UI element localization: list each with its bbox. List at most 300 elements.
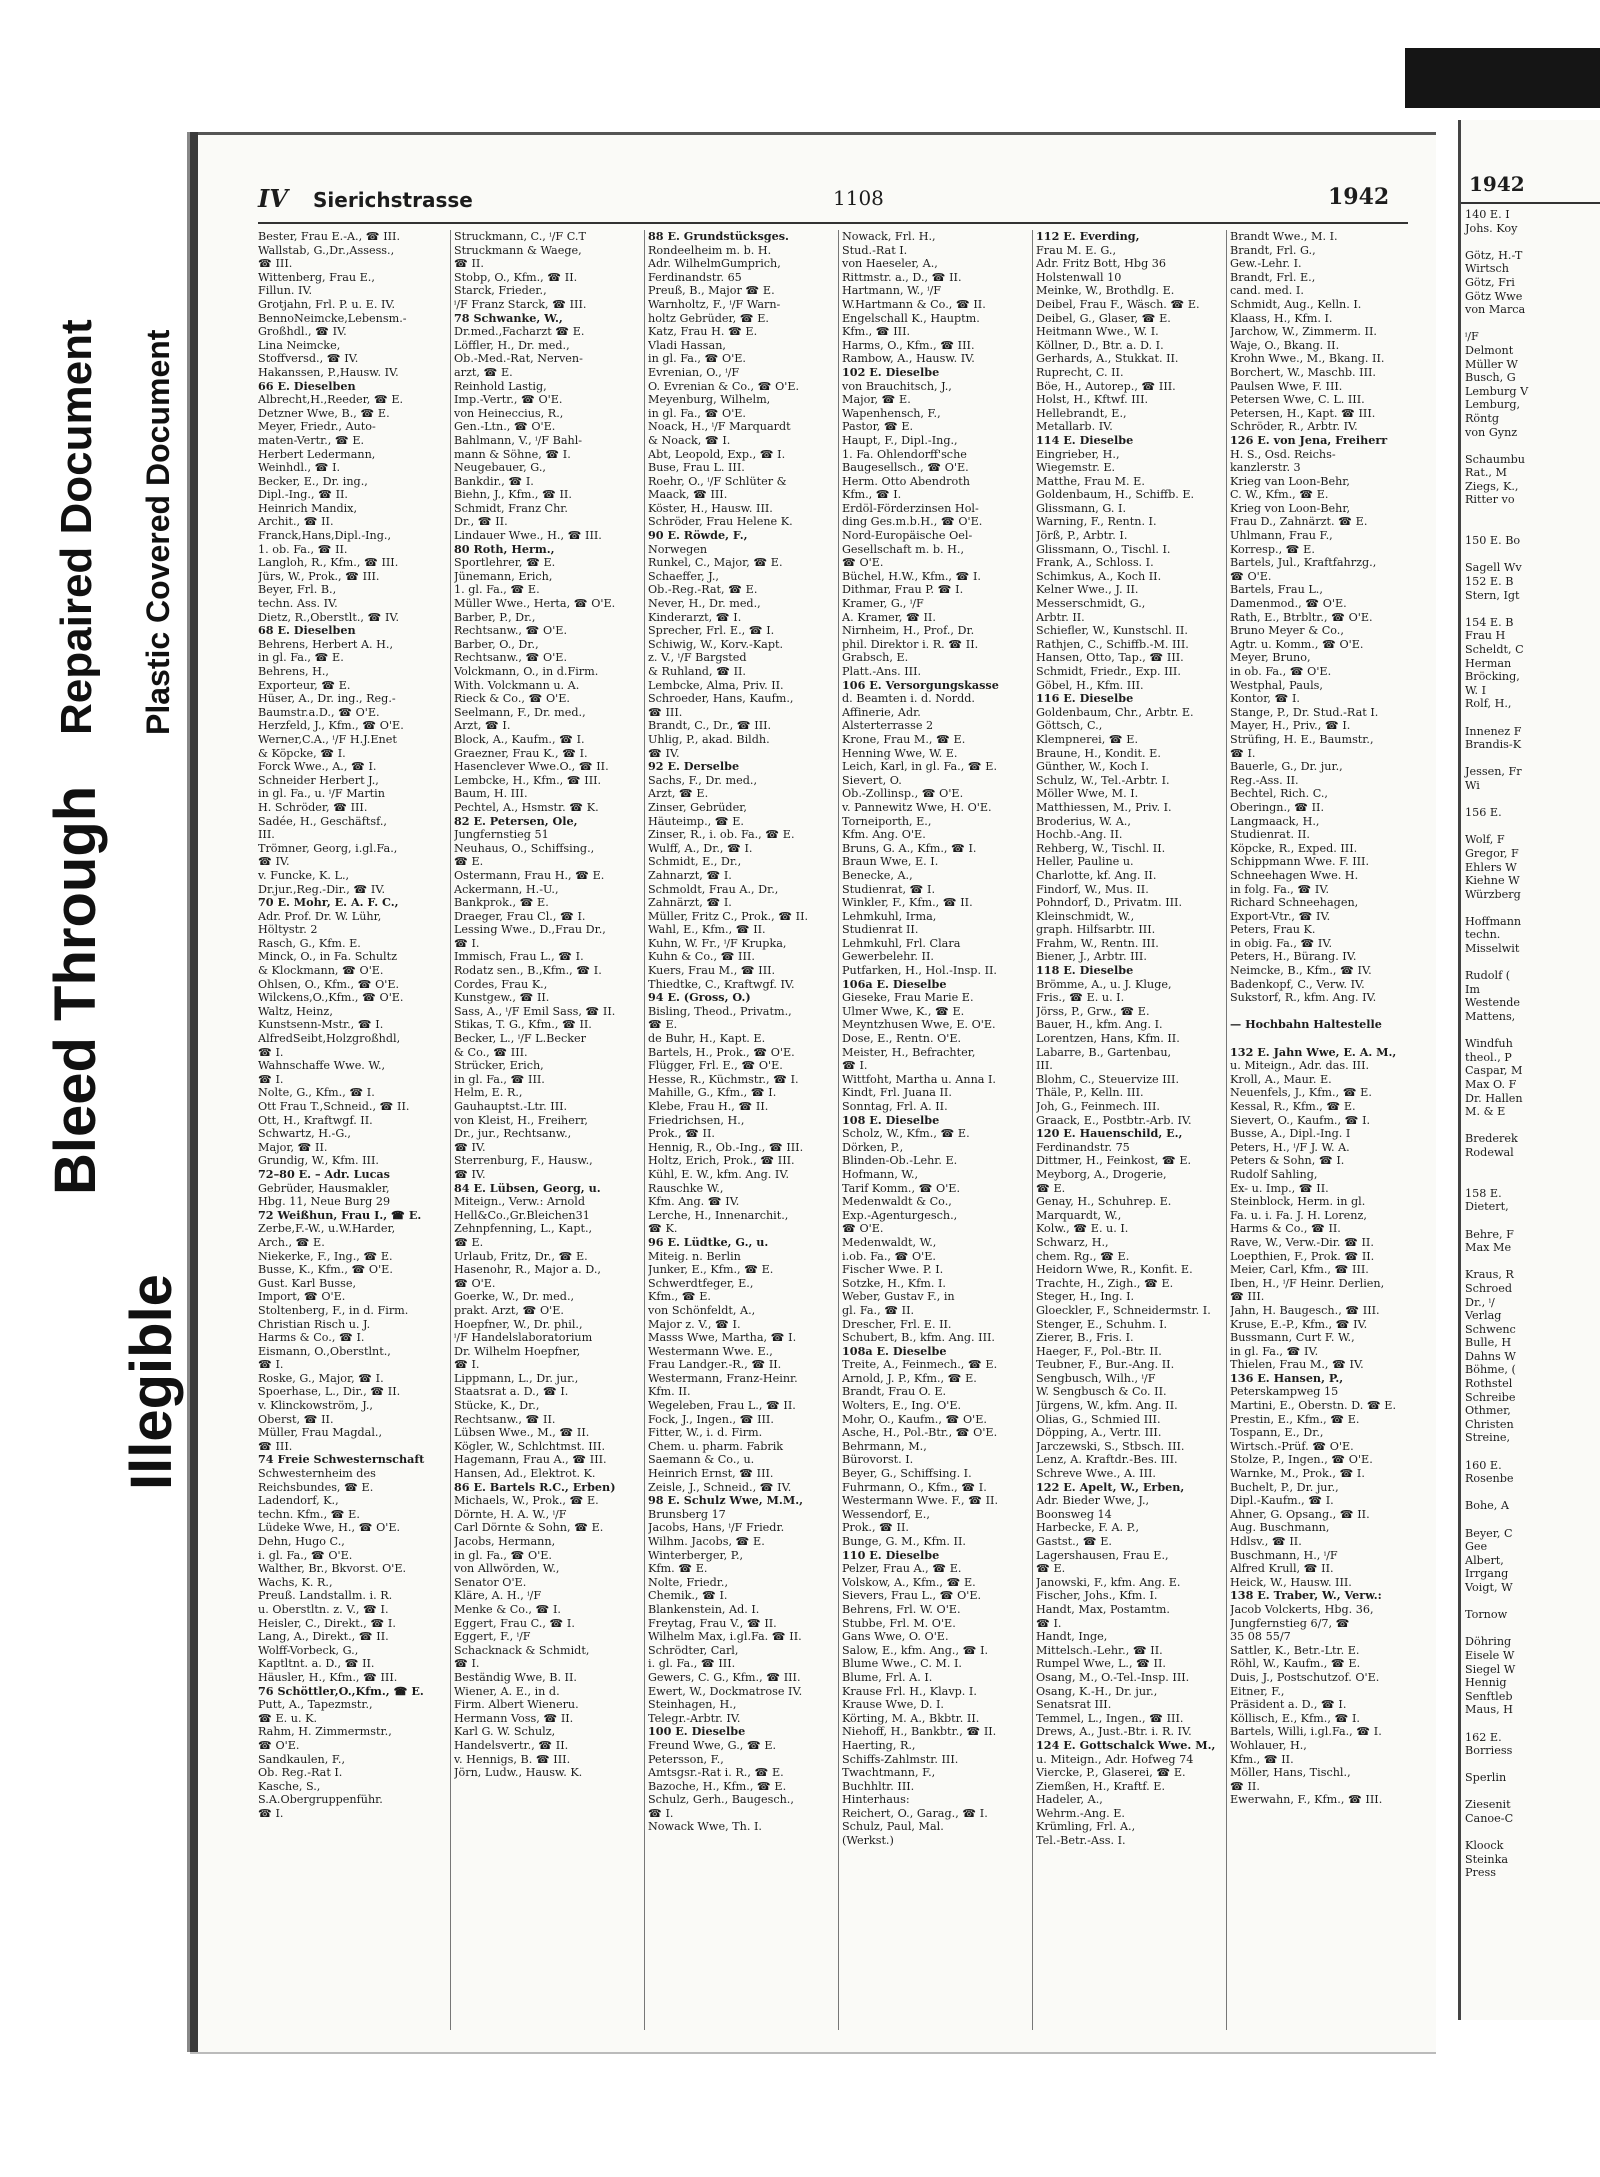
directory-entry-line: Blume, Frl. A. I.	[842, 1670, 933, 1684]
directory-entry-line: 100 E. Dieselbe	[648, 1724, 746, 1739]
directory-entry-line: 94 E. (Gross, O.)	[648, 990, 751, 1005]
directory-entry-line: Buchelt, P., Dr. jur.,	[1230, 1480, 1339, 1494]
neighbor-entry-line: 156 E.	[1465, 806, 1502, 820]
directory-entry-line: 1. gl. Fa., ☎ E.	[454, 583, 540, 597]
neighbor-entry-line: 150 E. Bo	[1465, 534, 1521, 548]
directory-entry-line: Seelmann, F., Dr. med.,	[454, 705, 586, 719]
directory-entry-line: Adr. WilhelmGumprich,	[648, 257, 781, 271]
directory-entry-line: Staatsrat a. D., ☎ I.	[454, 1385, 569, 1399]
directory-entry-line: Ex- u. Imp., ☎ II.	[1230, 1181, 1329, 1195]
directory-year: 1942	[1328, 184, 1390, 210]
neighbor-entry-line: Streine,	[1465, 1431, 1511, 1445]
column-divider	[644, 230, 645, 2030]
directory-entry-line: Haupt, F., Dipl.-Ing.,	[842, 433, 958, 447]
directory-entry-line: Hansen, Ad., Elektrot. K.	[454, 1467, 596, 1481]
directory-entry-line: Studienrat. II.	[1230, 828, 1310, 842]
column-divider	[1226, 230, 1227, 2030]
directory-entry-line: Chemik., ☎ I.	[648, 1589, 728, 1603]
directory-entry-line: Rodatz sen., B.,Kfm., ☎ I.	[454, 964, 602, 978]
directory-entry-line: Bürovorst. I.	[842, 1453, 914, 1467]
directory-entry-line: ☎ I.	[258, 1806, 284, 1820]
directory-entry-line: Stolze, P., Ingen., ☎ O'E.	[1230, 1453, 1373, 1467]
directory-entry-line: Gen.-Ltn., ☎ O'E.	[454, 420, 556, 434]
directory-entry-line: Korresp., ☎ E.	[1230, 542, 1315, 556]
directory-entry-line: Graezner, Frau K., ☎ I.	[454, 746, 588, 760]
neighbor-entry-line: Rolf, H.,	[1465, 697, 1512, 711]
street-name: Sierichstrasse	[313, 188, 473, 212]
neighbor-entry-line: Schreibe	[1465, 1390, 1516, 1404]
directory-entry-line: 108a E. Dieselbe	[842, 1343, 947, 1358]
directory-entry-line: Neugebauer, G.,	[454, 461, 546, 475]
directory-entry-line: in gl. Fa., ☎ IV.	[1230, 1344, 1319, 1358]
directory-entry-line: Rauschke W.,	[648, 1181, 724, 1195]
directory-entry-line: Jörss, P., Grw., ☎ E.	[1036, 1004, 1150, 1018]
directory-entry-line: von Allwörden, W.,	[454, 1562, 560, 1576]
neighbor-entry-line	[1465, 711, 1600, 725]
directory-entry-line: i. gl. Fa., ☎ O'E.	[258, 1548, 353, 1562]
directory-entry-line: Neuenfels, J., Kfm., ☎ E.	[1230, 1086, 1372, 1100]
directory-entry-line: Nord-Europäische Oel-	[842, 529, 973, 543]
directory-entry-line: Firm. Albert Wieneru.	[454, 1698, 579, 1712]
directory-entry-line: Nowack Wwe, Th. I.	[648, 1820, 762, 1834]
neighbor-entry-line: 140 E. I	[1465, 208, 1510, 221]
neighbor-entry-line: Rothstel	[1465, 1377, 1513, 1391]
directory-entry-line: 80 Roth, Herm.,	[454, 541, 555, 556]
neighbor-entry-line: Röntg	[1465, 411, 1500, 425]
directory-entry-line: Meyer, Bruno,	[1230, 651, 1311, 665]
neighbor-entry-line: Siegel W	[1465, 1662, 1516, 1676]
directory-entry-line: ☎ E.	[454, 1235, 484, 1249]
directory-entry-line: Stubbe, Frl. M. O'E.	[842, 1616, 956, 1630]
directory-entry-line: z. V., ⁱ/F Bargsted	[648, 651, 747, 665]
directory-entry-line: 106 E. Versorgungskasse	[842, 677, 999, 692]
directory-entry-line: Franck,Hans,Dipl.-Ing.,	[258, 529, 392, 543]
directory-entry-line: Stoffversd., ☎ IV.	[258, 352, 359, 366]
directory-entry-line: u. Oberstltn. z. V., ☎ I.	[258, 1602, 389, 1616]
directory-entry-line: Imp.-Vertr., ☎ O'E.	[454, 393, 563, 407]
directory-entry-line: Blume Wwe., C. M. I.	[842, 1657, 962, 1671]
directory-entry-line: Waje, O., Bkang. II.	[1230, 338, 1340, 352]
directory-entry-line: v. Klinckowström, J.,	[258, 1399, 373, 1413]
directory-entry-line: Roehr, O., ⁱ/F Schlüter &	[648, 474, 787, 488]
directory-entry-line: Bankdir., ☎ I.	[454, 474, 534, 488]
directory-entry-line: chem. Rg., ☎ E.	[1036, 1249, 1130, 1263]
directory-entry-line: v. Pannewitz Wwe, H. O'E.	[842, 800, 992, 814]
neighbor-entry-line: Schaumbu	[1465, 452, 1525, 466]
directory-entry-line: Ewerwahn, F., Kfm., ☎ III.	[1230, 1793, 1383, 1807]
directory-entry-line: Gastst., ☎ E.	[1036, 1535, 1112, 1548]
directory-entry-line: Duis, J., Postschutzof. O'E.	[1230, 1670, 1380, 1684]
directory-entry-line: Medenwaldt, W.,	[842, 1235, 937, 1249]
directory-entry-line: ☎ I.	[1036, 1616, 1062, 1630]
directory-entry-line: (Werkst.)	[842, 1834, 894, 1848]
directory-entry-line: Import, ☎ O'E.	[258, 1290, 346, 1304]
directory-entry-line: BennoNeimcke,Lebensm.-	[258, 311, 407, 325]
directory-entry-line: Kfm. Ang. O'E.	[842, 828, 926, 842]
directory-entry-line: Werner,C.A., ⁱ/F H.J.Enet	[258, 732, 397, 746]
directory-entry-line: Kunstsenn-Mstr., ☎ I.	[258, 1018, 384, 1032]
directory-entry-line: Buse, Frau L. III.	[648, 461, 745, 475]
directory-entry-line: Winterberger, P.,	[648, 1548, 744, 1562]
directory-entry-line: arzt, ☎ E.	[454, 365, 513, 379]
directory-entry-line: Lerche, H., Innenarchit.,	[648, 1208, 789, 1222]
neighbor-entry-line	[1465, 439, 1600, 453]
directory-entry-line: Gloeckler, F., Schneidermstr. I.	[1036, 1303, 1211, 1317]
directory-entry-line: Stud.-Rat I.	[842, 243, 908, 257]
directory-entry-line: holtz Gebrüder, ☎ E.	[648, 311, 769, 325]
directory-entry-line: Schröder, R., Arbtr. IV.	[1230, 420, 1358, 434]
directory-entry-line: ☎ I.	[842, 1059, 868, 1073]
directory-entry-line: in gl. Fa., ☎ III.	[454, 1072, 545, 1086]
directory-entry-line: 66 E. Dieselben	[258, 378, 356, 393]
directory-entry-line: Harms, O., Kfm., ☎ III.	[842, 338, 975, 352]
neighbor-entry-line	[1465, 1445, 1600, 1459]
neighbor-entry-line	[1465, 1214, 1600, 1228]
directory-entry-line: 72 Weißhun, Frau I., ☎ E.	[258, 1207, 422, 1222]
directory-entry-line: Schreve Wwe., A. III.	[1036, 1467, 1156, 1481]
directory-entry-line: Hagemann, Frau A., ☎ III.	[454, 1453, 607, 1467]
directory-entry-line: Sotzke, H., Kfm. I.	[842, 1276, 946, 1290]
directory-entry-line: 96 E. Lüdtke, G., u.	[648, 1234, 769, 1249]
directory-entry-line: Engelschall K., Hauptm.	[842, 311, 980, 325]
directory-column-3	[648, 230, 834, 2030]
neighbor-entry-line	[1465, 317, 1600, 331]
directory-entry-line: Wittfoht, Martha u. Anna I.	[842, 1072, 996, 1086]
directory-entry-line: Sievers, Frau L., ☎ O'E.	[842, 1589, 982, 1603]
directory-entry-line: Zinser, Gebrüder,	[648, 800, 747, 814]
neighbor-entry-line: Jessen, Fr	[1465, 765, 1522, 779]
directory-entry-line: Deibel, G., Glaser, ☎ E.	[1036, 311, 1171, 325]
directory-entry-line: Hdlsv., ☎ II.	[1230, 1535, 1302, 1548]
directory-entry-line: & Köpcke, ☎ I.	[258, 746, 346, 760]
directory-entry-line: Tarif Komm., ☎ O'E.	[842, 1181, 961, 1195]
neighbor-entry-line	[1465, 1595, 1600, 1609]
directory-entry-line: Schmidt, Aug., Kelln. I.	[1230, 297, 1362, 311]
directory-entry-line: Schneider Herbert J.,	[258, 773, 379, 787]
directory-entry-line: ☎ IV.	[454, 1140, 486, 1154]
directory-entry-line: Jacobs, Hermann,	[454, 1535, 556, 1548]
directory-entry-line: C. W., Kfm., ☎ E.	[1230, 488, 1329, 502]
directory-entry-line: Kessal, R., Kfm., ☎ E.	[1230, 1100, 1356, 1113]
directory-entry-line: Sadée, H., Geschäftsf.,	[258, 814, 387, 828]
neighbor-entry-line	[1465, 1119, 1600, 1133]
directory-entry-line: 126 E. von Jena, Freiherr	[1230, 432, 1388, 447]
directory-entry-line: Borchert, W., Maschb. III.	[1230, 365, 1376, 379]
directory-entry-line: Bester, Frau E.-A., ☎ III.	[258, 230, 401, 243]
directory-entry-line: Fillun. IV.	[258, 284, 313, 298]
directory-entry-line: Dose, E., Rentn. O'E.	[842, 1032, 962, 1046]
directory-entry-line: Dithmar, Frau P. ☎ I.	[842, 583, 964, 597]
directory-entry-line: Nowack, Frl. H.,	[842, 230, 936, 243]
directory-entry-line: Ahner, G. Opsang., ☎ II.	[1230, 1507, 1370, 1521]
directory-entry-line: Rudolf Sahling,	[1230, 1167, 1318, 1181]
directory-entry-line: Beyer, Frl. B.,	[258, 583, 337, 597]
directory-entry-line: Krause Wwe, D. I.	[842, 1698, 944, 1712]
directory-entry-line: Lembcke, Alma, Priv. II.	[648, 678, 784, 692]
directory-entry-line: Lenz, A. Kraftdr.-Bes. III.	[1036, 1453, 1178, 1467]
directory-entry-line: Jörn, Ludw., Hausw. K.	[454, 1766, 583, 1780]
directory-entry-line: in ob. Fa., ☎ O'E.	[1230, 665, 1332, 678]
directory-entry-line: Bartels, Jul., Kraftfahrzg.,	[1230, 556, 1377, 570]
directory-entry-line: Nolte, Friedr.,	[648, 1575, 729, 1589]
neighbor-entry-line: Delmont	[1465, 343, 1514, 357]
directory-entry-line: ☎ O'E.	[842, 1222, 884, 1236]
directory-entry-line: Thielen, Frau M., ☎ IV.	[1230, 1358, 1364, 1372]
neighbor-entry-line: Wolf, F	[1465, 833, 1505, 847]
directory-entry-line: Jarczewski, S., Stbsch. III.	[1036, 1439, 1185, 1453]
directory-entry-line: Helm, E. R.,	[454, 1086, 523, 1100]
directory-entry-line: Ruprecht, C. II.	[1036, 365, 1124, 379]
directory-entry-line: Lindauer Wwe., H., ☎ III.	[454, 529, 602, 543]
scanner-shadow-bar	[1405, 48, 1600, 108]
neighbor-entry-line: Herman	[1465, 656, 1512, 670]
directory-entry-line: Viercke, P., Glaserei, ☎ E.	[1036, 1766, 1186, 1780]
directory-entry-line: A. Kramer, ☎ II.	[842, 610, 936, 624]
directory-entry-line: Häusler, H., Kfm., ☎ III.	[258, 1670, 398, 1684]
neighbor-entry-line: Gee	[1465, 1540, 1488, 1554]
directory-entry-line: Heller, Pauline u.	[1036, 855, 1134, 869]
directory-entry-line: Joh, G., Feinmech. III.	[1036, 1100, 1160, 1113]
directory-entry-line: Baugesellsch., ☎ O'E.	[842, 461, 969, 475]
directory-entry-line: ☎ I.	[454, 1358, 480, 1372]
neighbor-entry-line: Frau H	[1465, 629, 1506, 643]
directory-entry-line: Warnke, M., Prok., ☎ I.	[1230, 1467, 1365, 1481]
directory-entry-line: Fa. u. i. Fa. J. H. Lorenz,	[1230, 1208, 1367, 1222]
directory-entry-line: ⁱ/F Franz Starck, ☎ III.	[454, 297, 587, 311]
neighbor-entry-line	[1465, 1785, 1600, 1799]
directory-entry-line: Dr. Wilhelm Hoepfner,	[454, 1344, 581, 1358]
directory-entry-line: Müller, Frau Magdal.,	[258, 1426, 383, 1440]
directory-entry-line: Warnholtz, F., ⁱ/F Warn-	[648, 297, 781, 311]
neighbor-entry-line: Albert,	[1465, 1553, 1504, 1567]
directory-entry-line: in gl. Fa., ☎ O'E.	[648, 406, 746, 420]
directory-entry-line: Klaass, H., Kfm. I.	[1230, 311, 1333, 325]
directory-entry-line: Gewerbelehr. II.	[842, 950, 934, 964]
directory-entry-line: Drescher, Frl. E. II.	[842, 1317, 952, 1331]
directory-entry-line: Kuhn, W. Fr., ⁱ/F Krupka,	[648, 936, 787, 950]
directory-entry-line: Forck Wwe., A., ☎ I.	[258, 760, 377, 774]
neighbor-entry-line	[1465, 507, 1600, 521]
directory-entry-line: ☎ IV.	[648, 746, 680, 760]
directory-entry-line: Sass, A., ⁱ/F Emil Sass, ☎ II.	[454, 1004, 616, 1018]
directory-entry-line: Hermann Voss, ☎ II.	[454, 1711, 574, 1725]
directory-entry-line: Frau Landger.-R., ☎ II.	[648, 1358, 782, 1372]
directory-entry-line: Rittmstr. a., D., ☎ II.	[842, 270, 962, 284]
directory-entry-line: Martini, E., Oberstn. D. ☎ E.	[1230, 1399, 1397, 1413]
directory-entry-line: Tospann, E., Dr.,	[1230, 1426, 1324, 1440]
directory-entry-line: Kuers, Frau M., ☎ III.	[648, 964, 776, 978]
directory-entry-line: Dipl.-Ing., ☎ II.	[258, 488, 348, 502]
neighbor-page-year: 1942	[1469, 172, 1525, 196]
neighbor-entry-line: Maus, H	[1465, 1703, 1513, 1717]
directory-entry-line: Studienrat II.	[842, 923, 919, 937]
directory-entry-line: W. Sengbusch & Co. II.	[1036, 1385, 1167, 1399]
neighbor-entry-line: 154 E. B	[1465, 615, 1514, 629]
directory-entry-line: Reg.-Ass. II.	[1230, 773, 1299, 787]
directory-entry-line: Behrens, Frl. W. O'E.	[842, 1602, 961, 1616]
directory-entry-line: Winkler, F., Kfm., ☎ II.	[842, 896, 973, 910]
neighbor-entry-line: Johs. Koy	[1465, 221, 1518, 235]
directory-entry-line: Struckmann & Waege,	[454, 243, 582, 257]
directory-entry-line: Grabsch, E.	[842, 651, 909, 665]
directory-entry-line: Kruse, E.-P., Kfm., ☎ IV.	[1230, 1317, 1368, 1331]
directory-entry-line: Wolters, E., Ing. O'E.	[842, 1399, 962, 1413]
directory-entry-line: von Schönfeldt, A.,	[648, 1303, 756, 1317]
directory-entry-line: Wahl, E., Kfm., ☎ II.	[648, 923, 766, 937]
directory-entry-line: Rath, E., Btrbltr., ☎ O'E.	[1230, 610, 1373, 624]
directory-entry-line: von Brauchitsch, J.,	[842, 379, 952, 393]
directory-entry-line: techn. Ass. IV.	[258, 597, 338, 611]
directory-entry-line: Telegr.-Arbtr. IV.	[648, 1711, 741, 1725]
directory-entry-line: Sukstorf, R., kfm. Ang. IV.	[1230, 991, 1377, 1005]
directory-page	[190, 132, 1436, 2052]
directory-entry-line: Brömme, A., u. J. Kluge,	[1036, 977, 1172, 991]
directory-entry-line: Herbert Ledermann,	[258, 447, 376, 461]
directory-entry-line: Boonsweg 14	[1036, 1507, 1112, 1521]
directory-entry-line: Frahm, W., Rentn. III.	[1036, 936, 1159, 950]
neighbor-entry-line: Mattens,	[1465, 1010, 1516, 1024]
directory-entry-line: Biehn, J., Kfm., ☎ II.	[454, 488, 572, 502]
directory-entry-line: Kläre, A. H., ⁱ/F	[454, 1589, 542, 1603]
directory-column-4	[842, 230, 1028, 2030]
directory-entry-line: Hofmann, W.,	[842, 1167, 919, 1181]
directory-entry-line: Ferdinandstr. 65	[648, 270, 742, 284]
column-divider	[1032, 230, 1033, 2030]
directory-entry-line: 106a E. Dieselbe	[842, 976, 947, 991]
directory-entry-line: Grundig, W., Kfm. III.	[258, 1154, 379, 1168]
directory-entry-line: Mohr, O., Kaufm., ☎ O'E.	[842, 1412, 987, 1426]
directory-entry-line: Becker, E., Dr. ing.,	[258, 474, 368, 488]
neighbor-entry-line	[1465, 521, 1600, 535]
directory-entry-line: Wohlauer, H.,	[1230, 1738, 1307, 1752]
directory-entry-line: Lessing Wwe., D.,Frau Dr.,	[454, 923, 606, 937]
directory-entry-line: Westphal, Pauls,	[1230, 678, 1323, 692]
neighbor-entry-line: Böhme, (	[1465, 1363, 1516, 1377]
repaired-document-label: Repaired Document	[52, 319, 101, 735]
directory-entry-line: Volskow, A., Kfm., ☎ E.	[842, 1575, 976, 1589]
directory-entry-line: Meier, Carl, Kfm., ☎ III.	[1230, 1263, 1369, 1277]
directory-entry-line: Müller, Fritz C., Prok., ☎ II.	[648, 909, 809, 923]
directory-entry-line: Handt, Inge,	[1036, 1630, 1108, 1644]
directory-entry-line: Krause Frl. H., Klavp. I.	[842, 1684, 977, 1698]
directory-entry-line: i.ob. Fa., ☎ O'E.	[842, 1249, 936, 1263]
directory-entry-line: Senator O'E.	[454, 1575, 527, 1589]
directory-entry-line: Mahille, G., Kfm., ☎ I.	[648, 1086, 777, 1100]
directory-entry-line: Niehoff, H., Bankbtr., ☎ II.	[842, 1725, 997, 1739]
directory-entry-line: Osang, M., O.-Tel.-Insp. III.	[1036, 1670, 1190, 1684]
directory-entry-line: Zahnärzt, ☎ I.	[648, 896, 732, 910]
directory-entry-line: Wilckens,O.,Kfm., ☎ O'E.	[258, 991, 404, 1005]
directory-entry-line: Major, ☎ E.	[842, 393, 911, 407]
directory-entry-line: Prok., ☎ II.	[842, 1521, 909, 1535]
directory-entry-line: Buchhltr. III.	[842, 1779, 915, 1793]
directory-entry-line: Tel.-Betr.-Ass. I.	[1036, 1834, 1126, 1848]
directory-entry-line: Behrens, Herbert A. H.,	[258, 637, 394, 651]
directory-entry-line: ☎ O'E.	[454, 1276, 496, 1290]
directory-entry-line: Findorf, W., Mus. II.	[1036, 882, 1149, 896]
directory-entry-line: ☎ I.	[258, 1045, 284, 1059]
directory-entry-line: Glissmann, G. I.	[1036, 501, 1127, 515]
directory-entry-line: Lehmkuhl, Irma,	[842, 909, 937, 923]
directory-entry-line: Behrmann, M.,	[842, 1439, 927, 1453]
directory-entry-line: Wolff-Vorbeck, G.,	[258, 1643, 359, 1657]
directory-entry-line: Ob. Reg.-Rat I.	[258, 1766, 343, 1780]
page-number: 1108	[833, 186, 884, 210]
neighbor-entry-line: Max O. F	[1465, 1078, 1517, 1091]
directory-entry-line: Exp.-Agenturgesch.,	[842, 1208, 958, 1222]
directory-entry-line: 116 E. Dieselbe	[1036, 691, 1134, 706]
directory-entry-line: Hesse, R., Küchmstr., ☎ I.	[648, 1072, 799, 1086]
directory-entry-line: Meyntzhusen Wwe, E. O'E.	[842, 1018, 996, 1032]
directory-entry-line: Messerschmidt, G.,	[1036, 597, 1146, 611]
directory-entry-line: Dietz, R.,Oberstlt., ☎ IV.	[258, 610, 400, 624]
directory-entry-line: Bauerle, G., Dr. jur.,	[1230, 760, 1343, 774]
directory-entry-line: Reichsbundes, ☎ E.	[258, 1480, 374, 1494]
directory-entry-line: Damenmod., ☎ O'E.	[1230, 597, 1347, 611]
directory-entry-line: Hbg. 11, Neue Burg 29	[258, 1195, 391, 1209]
directory-entry-line: Kunstgew., ☎ II.	[454, 991, 550, 1005]
directory-entry-line: Benecke, A.,	[842, 868, 913, 882]
directory-entry-line: Kfm. Ang. ☎ IV.	[648, 1195, 740, 1209]
directory-entry-line: Ob.-Med.-Rat, Nerven-	[454, 352, 583, 366]
neighbor-entry-line: Innenez F	[1465, 724, 1522, 738]
directory-entry-line: Blinden-Ob.-Lehr. E.	[842, 1154, 958, 1168]
neighbor-entry-line: Eisele W	[1465, 1648, 1515, 1662]
directory-entry-line: Adr. Prof. Dr. W. Lühr,	[258, 909, 382, 923]
directory-entry-line: & Ruhland, ☎ II.	[648, 665, 746, 678]
directory-entry-line: Detzner Wwe, B., ☎ E.	[258, 406, 390, 420]
directory-entry-line: Drews, A., Just.-Btr. i. R. IV.	[1036, 1725, 1192, 1739]
directory-entry-line: Exporteur, ☎ E.	[258, 678, 351, 692]
directory-entry-line: ☎ O'E.	[842, 556, 884, 570]
directory-entry-line: 138 E. Traber, W., Verw.:	[1230, 1588, 1382, 1603]
directory-entry-line: Kühl, E. W., kfm. Ang. IV.	[648, 1167, 789, 1181]
directory-entry-line: Gew.-Lehr. I.	[1230, 257, 1302, 271]
neighbor-entry-line: Götz Wwe	[1465, 289, 1523, 303]
neighbor-entry-line: Steinka	[1465, 1852, 1509, 1866]
directory-entry-line: Major z. V., ☎ I.	[648, 1317, 741, 1331]
directory-entry-line: Bauer, H., kfm. Ang. I.	[1036, 1018, 1163, 1032]
directory-entry-line: Rave, W., Verw.-Dir. ☎ II.	[1230, 1235, 1374, 1249]
directory-entry-line: Eggert, F., ⁱ/F	[454, 1630, 531, 1644]
directory-entry-line: Preuß. Landstallm. i. R.	[258, 1589, 393, 1603]
neighbor-entry-line	[1465, 752, 1600, 766]
directory-entry-line: Leich, Karl, in gl. Fa., ☎ E.	[842, 760, 998, 774]
neighbor-entry-line	[1465, 1255, 1600, 1269]
directory-entry-line: Rahm, H. Zimmermstr.,	[258, 1725, 392, 1739]
directory-entry-line: 110 E. Dieselbe	[842, 1547, 940, 1562]
directory-entry-line: Lagershausen, Frau E.,	[1036, 1548, 1169, 1562]
directory-entry-line: Wapenhensch, F.,	[842, 406, 941, 420]
directory-entry-line: ☎ I.	[258, 1072, 284, 1086]
directory-entry-line: Sievert, O.	[842, 773, 902, 787]
directory-entry-line: Frank, A., Schloss. I.	[1036, 556, 1154, 570]
directory-entry-line: Schiwig, W., Korv.-Kapt.	[648, 637, 784, 651]
directory-entry-line: gl. Fa., ☎ II.	[842, 1303, 915, 1317]
directory-entry-line: Meister, H., Befrachter,	[842, 1045, 976, 1059]
neighbor-entry-line: Max Me	[1465, 1241, 1512, 1255]
directory-entry-line: Eitner, F.,	[1230, 1684, 1285, 1698]
directory-entry-line: Arzt, ☎ I.	[454, 719, 511, 733]
directory-entry-line: Westermann, Franz-Heinr.	[648, 1371, 798, 1385]
directory-entry-line: Jarchow, W., Zimmerm. II.	[1230, 325, 1377, 339]
directory-entry-line: Jungfernstieg 51	[454, 828, 549, 842]
directory-entry-line: Rechtsanw., ☎ O'E.	[454, 624, 568, 638]
neighbor-entry-line	[1465, 1826, 1600, 1840]
directory-entry-line: Eismann, O.,Oberstlnt.,	[258, 1344, 391, 1358]
directory-entry-line: Dr.jur.,Reg.-Dir., ☎ IV.	[258, 882, 386, 896]
directory-entry-line: ☎ E.	[1036, 1181, 1066, 1195]
